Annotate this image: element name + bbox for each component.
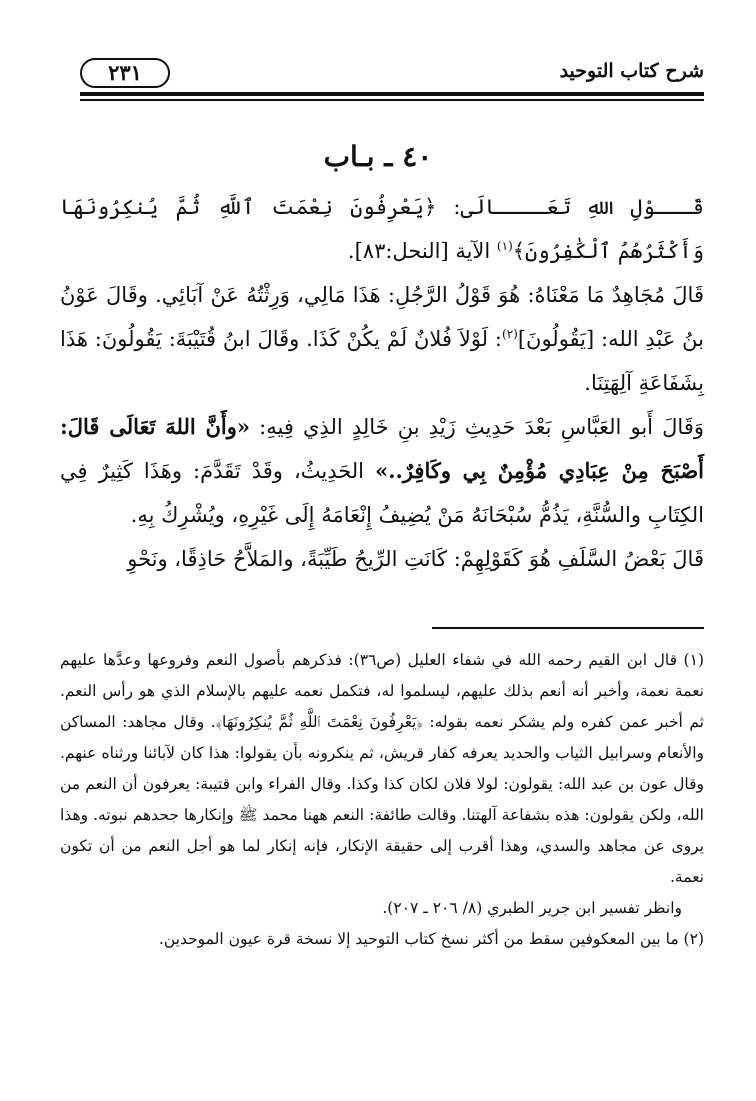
- page-number: ٢٣١: [80, 58, 170, 88]
- main-text: [60, 185, 704, 581]
- paragraph-text: قَالَ مُجَاهِدٌ مَا مَعْنَاهُ: هُوَ قَوْلُ الرَّجُلِ: هَذَا مَالِي، وَرِثْتُهُ عَنْ آبَائِي. وقَالَ عَوْنُ بنُ عَبْدِ الله: [يَقُولُونَ]: [60, 283, 704, 351]
- paragraph-salaf: [60, 537, 704, 581]
- footnote-divider: [432, 627, 704, 629]
- footnote-2: (٢) ما بين المعكوفين سقط من أكثر نسخ كتاب التوحيد إلا نسخة قرة عيون الموحدين.: [158, 930, 704, 948]
- footnote-marker: (١): [496, 239, 513, 253]
- footnote-1: (١) قال ابن القيم رحمه الله في شفاء العليل (ص٣٦): فذكرهم بأصول النعم وفروعها وعدَّها عليهم نعمة نعمة، وأخبر أنه أنعم بذلك عليهم، ليسلموا له، فتكمل نعمه عليهم بالإسلام الذي هو رأس النعم. ثم أخبر عمن كفره ولم يشكر نعمه بقوله: ﴿يَعْرِفُونَ نِعْمَتَ ٱللَّهِ ثُمَّ يُنكِرُونَهَا﴾. وقال مجاهد: المساكن والأنعام وسرابيل الثياب والحديد يعرفه كفار قريش، ثم ينكرونه بأن يقولوا: هذا كان لآبائنا ورثناه عنهم. وقال عون بن عبد الله: يقولون: لولا فلان لكان كذا وكذا. وقال الفراء وابن قتيبة: يعرفون أن النعم من الله، ولكن يقولون: هذه بشفاعة آلهتنا. وقالت طائفة: النعم ههنا محمد ﷺ وإنكارها جحدهم نبوته. وهذا يروى عن مجاهد والسدي، وهذا أقرب إلى حقيقة الإنكار، فإنه إنكار لما هو أجل النعم من أن تكون نعمة.: [60, 651, 704, 886]
- hadith-quote: «وأَنَّ اللهَ تَعَالَى قَالَ: أَصْبَحَ مِنْ عِبَادِي مُؤْمِنٌ بِي وكَافِرٌ..»: [60, 414, 705, 483]
- paragraph-text: : لَوْلاَ فُلانٌ لَمْ يكُنْ كَذَا. وقَالَ ابنُ قُتَيْبَةَ: يَقُولُونَ: هَذَا بِشَفَاعَةِ آلِهَتِنَا.: [60, 327, 704, 395]
- verse-reference: الآية [النحل:٨٣].: [347, 239, 497, 263]
- paragraph-abu-abbas: [60, 405, 704, 537]
- header-rule: [80, 92, 704, 96]
- verse-text: قَـــوْلِ اللهِ تَعَــــالَى: ﴿يَعْرِفُونَ نِعْمَتَ ٱللَّهِ ثُمَّ يُنكِرُونَهَا وَأَكْثَرُهُمُ ٱلْكَٰفِرُونَ﴾: [60, 195, 704, 263]
- footnotes: [60, 645, 704, 955]
- running-title: شرح كتاب التوحيد: [559, 60, 704, 82]
- paragraph-mujahid: [60, 273, 704, 405]
- header-rule-thin: [80, 99, 704, 101]
- footnote-1-reference: وانظر تفسير ابن جرير الطبري (٨/ ٢٠٦ ـ ٢٠٧).: [382, 899, 682, 917]
- paragraph-verse: [60, 185, 704, 273]
- paragraph-text: الحَدِيثُ، وقَدْ تَقَدَّمَ: وهَذَا كَثِيرٌ فِي الكِتَابِ والسُّنَّةِ، يَذُمُّ سُبْحَانَهُ مَنْ يُضِيفُ إِنْعَامَهُ إِلَى غَيْرِهِ، ويُشْرِكُ بِهِ.: [60, 459, 704, 527]
- footnote-marker: (٢): [502, 327, 518, 341]
- paragraph-text: قَالَ بَعْضُ السَّلَفِ هُوَ كَقَوْلِهِمْ: كَانَتِ الرِّيحُ طَيِّبَةً، والمَلاَّحُ حَاذِقًا، ونَحْوِ: [127, 547, 704, 571]
- paragraph-text: وَقَالَ أَبو العَبَّاسِ بَعْدَ حَدِيثِ زَيْدِ بنِ خَالِدٍ الذِي فِيهِ:: [250, 415, 704, 439]
- chapter-heading: ٤٠ ـ بـاب: [323, 140, 433, 173]
